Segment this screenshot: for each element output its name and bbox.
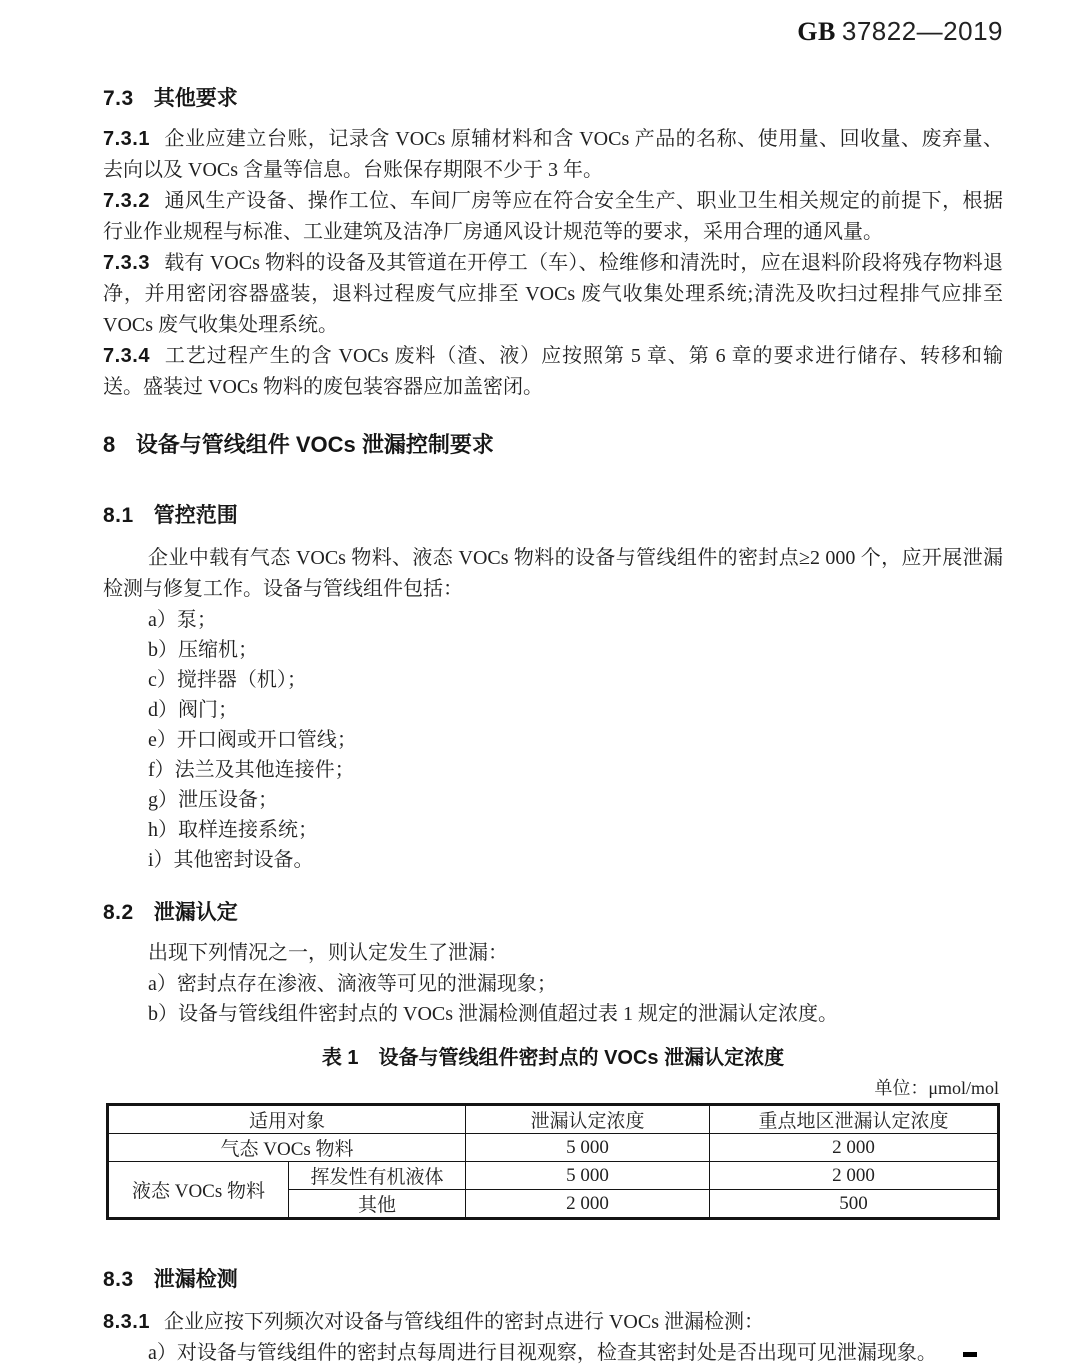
list-item: f）法兰及其他连接件； [148,759,355,781]
clause-text: 载有 VOCs 物料的设备及其管道在开停工（车）、检维修和清洗时，应在退料阶段将残存物料退净，并用密闭容器盛装，退料过程废气应排至 VOCs 废气收集处理系统;清洗及吹扫过程排气应排至 VOCs 废气收集处理系统。 [103,252,1003,336]
clause-number: 7.3.3 [103,252,150,274]
list-item: i）其他密封设备。 [148,849,314,871]
table-1-caption: 表 1 设备与管线组件密封点的 VOCs 泄漏认定浓度 [321,1047,785,1069]
standard-number [103,0,1003,47]
cell-liquid-sub2-key: 500 [710,1190,999,1219]
page-number-mark [963,1352,977,1357]
clause-7-3-3 [103,248,1003,341]
clause-text: 企业应按下列频次对设备与管线组件的密封点进行 VOCs 泄漏检测： [163,1311,764,1333]
cell-liquid-sub2-leak: 2 000 [466,1190,710,1219]
heading-8-3 [103,1264,1003,1295]
heading-number: 8.1 [103,504,134,527]
cell-liquid-sub2: 其他 [289,1190,466,1219]
table-row-liquid-volatile [108,1162,999,1190]
table-header-key-region-concentration: 重点地区泄漏认定浓度 [710,1105,999,1134]
table-1 [106,1103,1000,1220]
heading-title: 泄漏认定 [153,901,238,924]
cell-gas-leak: 5 000 [466,1134,710,1162]
standard-digits: 37822—2019 [841,16,1003,46]
paragraph-8-1-intro: 企业中载有气态 VOCs 物料、液态 VOCs 物料的设备与管线组件的密封点≥2 000 个，应开展泄漏检测与修复工作。设备与管线组件包括： [103,547,1003,600]
cell-liquid-label: 液态 VOCs 物料 [108,1162,289,1219]
heading-number: 7.3 [103,87,134,110]
list-item: e）开口阀或开口管线； [148,729,357,751]
clause-text: 工艺过程产生的含 VOCs 废料（渣、液）应按照第 5 章、第 6 章的要求进行储存、转移和输送。盛装过 VOCs 物料的废包装容器应加盖密闭。 [103,345,1003,398]
clause-text: 企业应建立台账，记录含 VOCs 原辅材料和含 VOCs 产品的名称、使用量、回收量、废弃量、去向以及 VOCs 含量等信息。台账保存期限不少于 3 年。 [103,128,1003,181]
clause-number: 7.3.4 [103,345,150,367]
list-item: h）取样连接系统； [148,819,318,841]
list-item: c）搅拌器（机）； [148,669,307,691]
list-8-2 [103,969,1003,1029]
document-page [103,0,1003,1368]
clause-number: 7.3.1 [103,128,150,150]
table-row-gas [108,1134,999,1162]
table-header-object: 适用对象 [108,1105,466,1134]
heading-8-1 [103,500,1003,531]
cell-liquid-sub1-leak: 5 000 [466,1162,710,1190]
clause-7-3-1 [103,124,1003,186]
cell-liquid-sub1: 挥发性有机液体 [289,1162,466,1190]
heading-number: 8.3 [103,1268,134,1291]
paragraph-8-2-intro: 出现下列情况之一，则认定发生了泄漏： [148,942,508,964]
heading-7-3 [103,83,1003,114]
clause-text: 通风生产设备、操作工位、车间厂房等应在符合安全生产、职业卫生相关规定的前提下，根据行业作业规程与标准、工业建筑及洁净厂房通风设计规范等的要求，采用合理的通风量。 [103,190,1003,243]
table-header-row [108,1105,999,1134]
list-8-1 [103,605,1003,875]
list-item: b）设备与管线组件密封点的 VOCs 泄漏检测值超过表 1 规定的泄漏认定浓度。 [148,1003,839,1025]
heading-title: 其他要求 [153,87,238,110]
heading-8-2 [103,897,1003,928]
heading-title: 泄漏检测 [153,1268,238,1291]
cell-gas-label: 气态 VOCs 物料 [108,1134,466,1162]
list-item: a）对设备与管线组件的密封点每周进行目视观察，检查其密封处是否出现可见泄漏现象。 [148,1342,937,1364]
list-item: a）泵； [148,609,217,631]
cell-liquid-sub1-key: 2 000 [710,1162,999,1190]
list-item: a）密封点存在渗液、滴液等可见的泄漏现象； [148,973,557,995]
heading-title: 设备与管线组件 VOCs 泄漏控制要求 [135,432,494,457]
heading-number: 8 [103,432,116,457]
clause-number: 8.3.1 [103,1311,150,1333]
clause-7-3-2 [103,186,1003,248]
standard-prefix: GB [797,17,836,46]
cell-gas-key: 2 000 [710,1134,999,1162]
clause-number: 7.3.2 [103,190,150,212]
clause-8-3-1 [103,1307,1003,1338]
list-item: b）压缩机； [148,639,258,661]
list-item: d）阀门； [148,699,238,721]
table-1-unit-label: 单位：μmol/mol [874,1078,999,1098]
heading-number: 8.2 [103,901,134,924]
heading-title: 管控范围 [153,504,238,527]
list-item: g）泄压设备； [148,789,278,811]
heading-8 [103,429,1003,460]
clause-7-3-4 [103,341,1003,403]
table-header-leak-concentration: 泄漏认定浓度 [466,1105,710,1134]
